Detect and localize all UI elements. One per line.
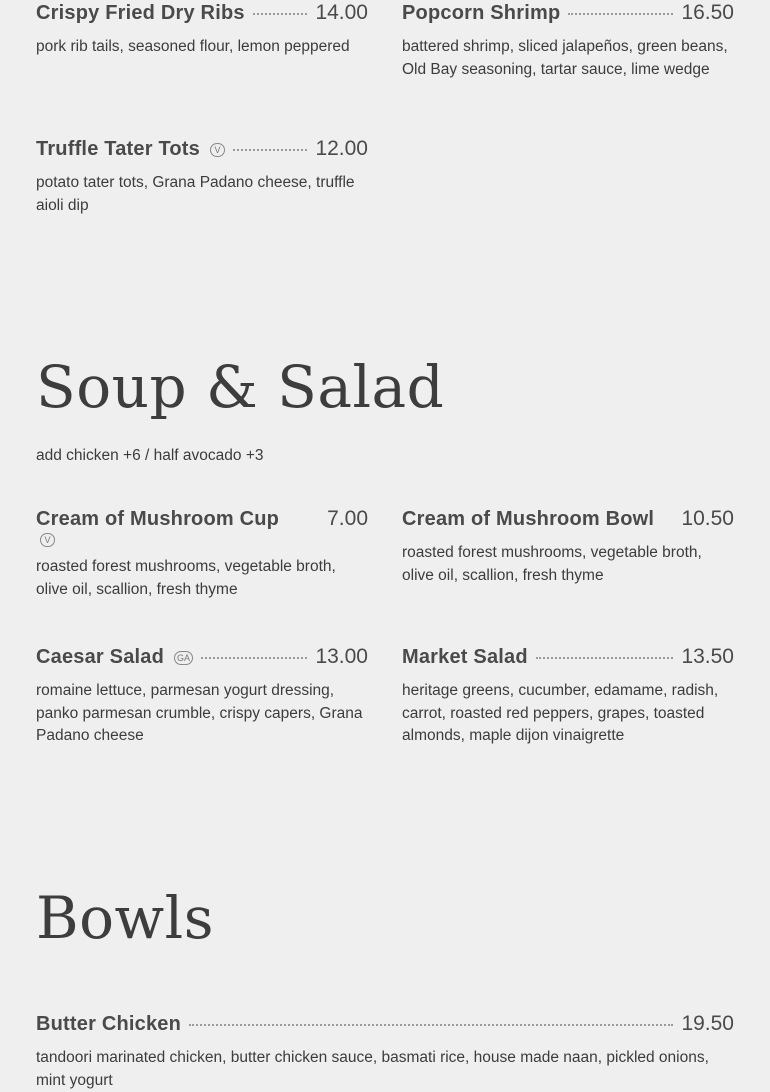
section-note: add chicken +6 / half avocado +3	[36, 447, 264, 464]
menu-item-cream-of-mushroom-cup	[36, 506, 368, 601]
menu-item-market-salad	[402, 644, 734, 748]
dot-leader	[233, 149, 307, 151]
menu-item-crispy-fried-dry-ribs	[36, 0, 368, 59]
item-price: 12.00	[315, 137, 368, 160]
menu-item-truffle-tater-tots	[36, 136, 368, 217]
item-description: tandoori marinated chicken, butter chicken sauce, basmati rice, house made naan, pickled onions, mint yogurt	[36, 1049, 709, 1089]
item-description: romaine lettuce, parmesan yogurt dressing, panko parmesan crumble, crispy capers, Grana Padano cheese	[36, 682, 363, 744]
item-price: 14.00	[315, 1, 368, 24]
item-name: Truffle Tater Tots	[36, 138, 200, 160]
vegetarian-icon: V	[40, 533, 55, 547]
dot-leader	[536, 657, 674, 659]
item-price: 16.50	[681, 1, 734, 24]
dot-leader	[201, 657, 307, 659]
item-price: 19.50	[681, 1012, 734, 1035]
item-name: Cream of Mushroom Cup	[36, 508, 280, 530]
gluten-aware-icon: GA	[174, 651, 193, 665]
item-name: Crispy Fried Dry Ribs	[36, 2, 245, 24]
item-name: Cream of Mushroom Bowl	[402, 508, 655, 530]
item-description: roasted forest mushrooms, vegetable broth, olive oil, scallion, fresh thyme	[36, 558, 336, 598]
item-name: Popcorn Shrimp	[402, 2, 561, 24]
section-title-soup-salad: Soup & Salad	[36, 353, 445, 421]
item-price: 10.50	[681, 507, 734, 530]
item-description: heritage greens, cucumber, edamame, radish, carrot, roasted red peppers, grapes, toasted almonds, maple dijon vinaigrette	[402, 682, 719, 744]
section-title-bowls: Bowls	[36, 884, 215, 952]
dot-leader	[189, 1024, 673, 1026]
menu-item-caesar-salad	[36, 644, 368, 748]
badge-row	[36, 530, 368, 550]
item-description: potato tater tots, Grana Padano cheese, truffle aioli dip	[36, 174, 355, 214]
item-description: roasted forest mushrooms, vegetable broth, olive oil, scallion, fresh thyme	[402, 544, 702, 584]
item-price: 13.50	[681, 645, 734, 668]
dot-leader	[568, 13, 673, 15]
item-description: battered shrimp, sliced jalapeños, green beans, Old Bay seasoning, tartar sauce, lime wedge	[402, 38, 728, 78]
item-name: Market Salad	[402, 646, 528, 668]
item-name: Butter Chicken	[36, 1013, 182, 1035]
dot-leader	[253, 13, 308, 15]
menu-item-butter-chicken	[36, 1011, 734, 1092]
item-price: 13.00	[315, 645, 368, 668]
item-description: pork rib tails, seasoned flour, lemon peppered	[36, 38, 350, 55]
item-name: Caesar Salad	[36, 646, 165, 668]
menu-item-popcorn-shrimp	[402, 0, 734, 81]
vegetarian-icon: V	[210, 143, 225, 157]
menu-item-cream-of-mushroom-bowl	[402, 506, 734, 587]
item-price: 7.00	[327, 507, 368, 530]
